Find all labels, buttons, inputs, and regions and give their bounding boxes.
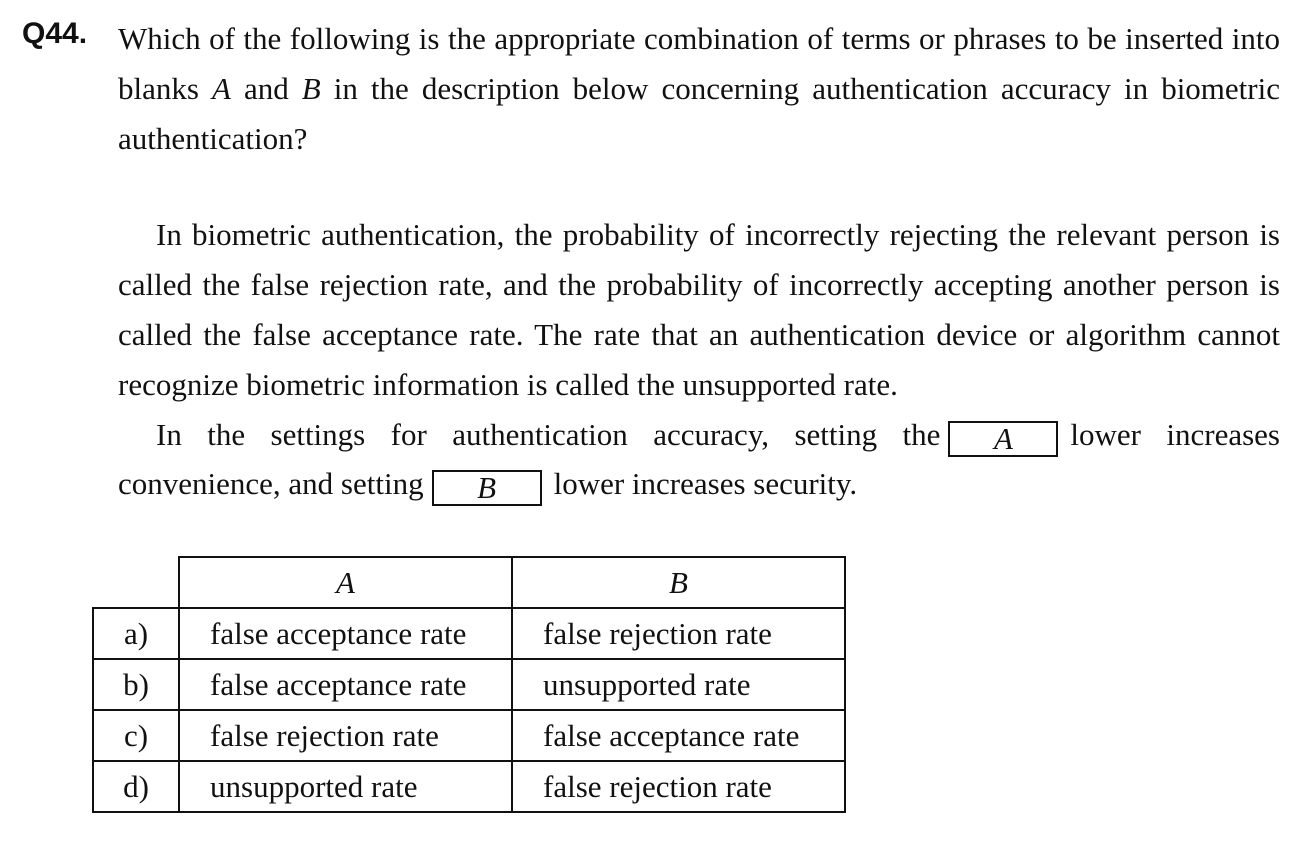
answer-cell-b: false rejection rate (512, 761, 845, 812)
question-blank-a-label: A (211, 71, 231, 106)
column-header-a: A (179, 557, 512, 608)
passage-paragraph-2-part3: lower increases security. (553, 466, 858, 501)
answer-cell-a: false acceptance rate (179, 659, 512, 710)
answer-row-a[interactable] (93, 608, 845, 659)
question-number: Q44. (22, 17, 88, 50)
answer-label: a) (93, 608, 179, 659)
answer-cell-a: unsupported rate (179, 761, 512, 812)
answer-cell-a: false rejection rate (179, 710, 512, 761)
question-blank-b-label: B (301, 71, 321, 106)
blank-a-box: A (948, 421, 1058, 457)
passage (118, 210, 1280, 508)
answer-table-header-row (93, 557, 845, 608)
answer-cell-b: unsupported rate (512, 659, 845, 710)
answer-table (92, 556, 846, 813)
answer-cell-b: false rejection rate (512, 608, 845, 659)
answer-row-c[interactable] (93, 710, 845, 761)
answer-row-b[interactable] (93, 659, 845, 710)
passage-paragraph-2 (118, 410, 1280, 508)
question-text-part1: Which of the following is the appropriate combination of terms or phrases to be inserted into blanks (118, 21, 1280, 106)
column-header-b: B (512, 557, 845, 608)
answer-cell-a: false acceptance rate (179, 608, 512, 659)
answer-cell-b: false acceptance rate (512, 710, 845, 761)
answer-table-corner (93, 557, 179, 608)
answer-label: d) (93, 761, 179, 812)
question-text-part2: and (230, 71, 302, 106)
answer-label: c) (93, 710, 179, 761)
passage-paragraph-2-part2: lower increases convenience, and setting (118, 417, 1280, 501)
blank-b-box: B (432, 470, 542, 506)
passage-paragraph-2-part1: In the settings for authentication accuracy, setting the (156, 417, 941, 452)
question-text-part3: in the description below concerning authentication accuracy in biometric authentication? (118, 71, 1280, 156)
question-text (118, 14, 1280, 164)
answer-row-d[interactable] (93, 761, 845, 812)
answer-label: b) (93, 659, 179, 710)
passage-paragraph-1: In biometric authentication, the probability of incorrectly rejecting the relevant person is called the false rejection rate, and the probability of incorrectly accepting another person is called the false acceptance rate. The rate that an authentication device or algorithm cannot recognize biometric information is called the unsupported rate. (118, 217, 1280, 402)
